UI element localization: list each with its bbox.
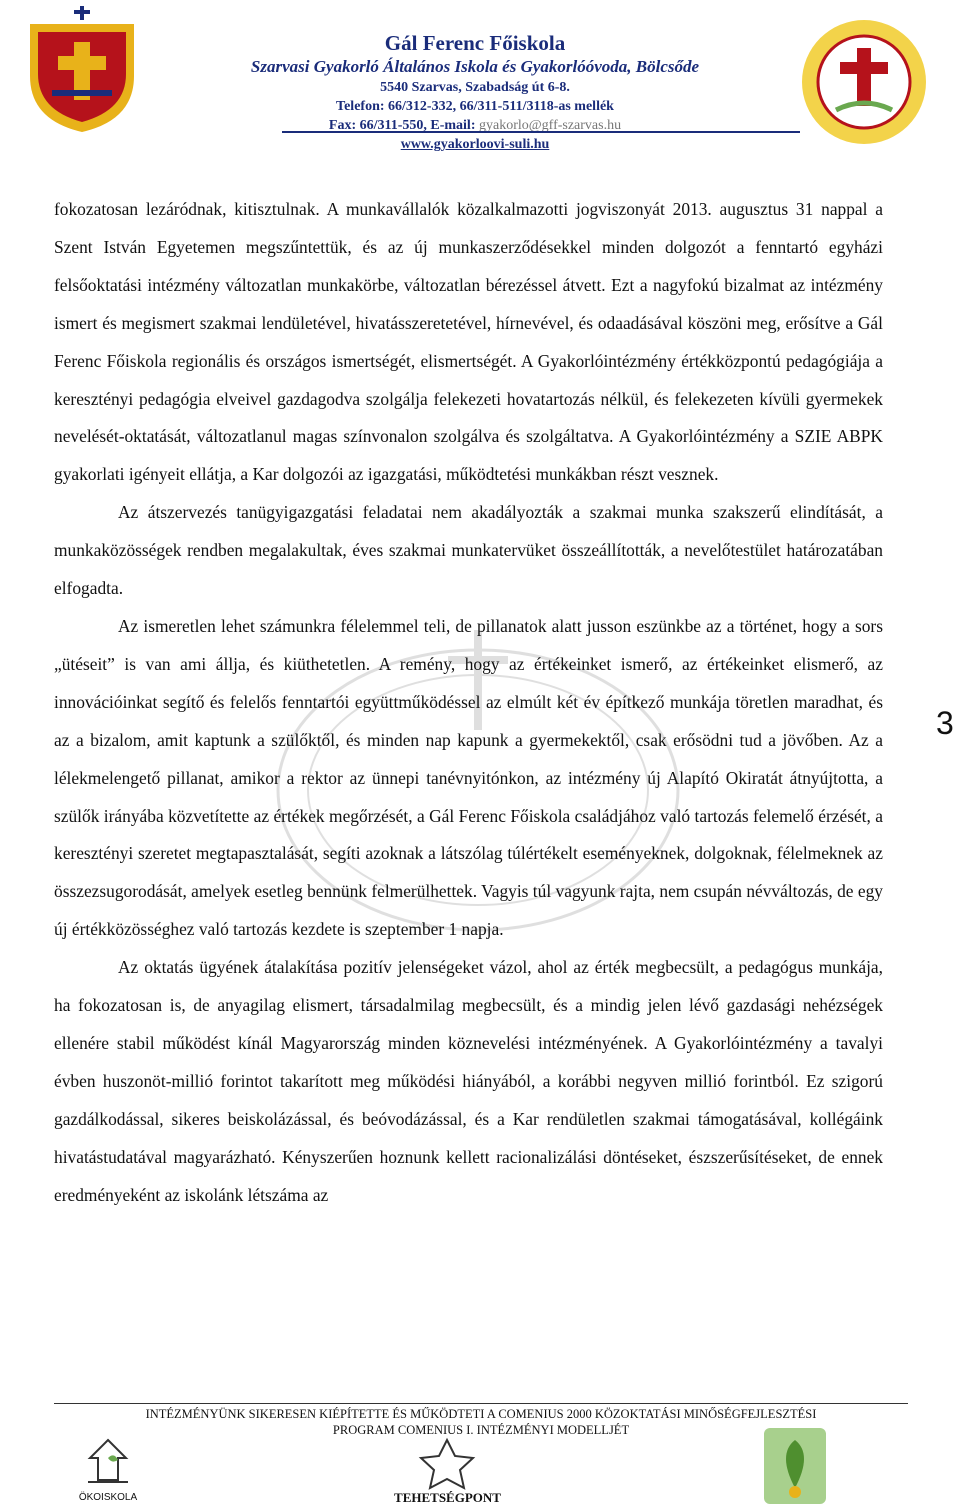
green-emblem-logo: [762, 1426, 828, 1506]
footer-line-1: INTÉZMÉNYÜNK SIKERESEN KIÉPÍTETTE ÉS MŰKÖDTETI A COMENIUS 2000 KÖZOKTATÁSI MINŐSÉGFEJLESZTÉSI: [145, 1407, 817, 1421]
talent-point-logo: [412, 1436, 482, 1494]
school-round-logo: [800, 18, 928, 146]
footer-divider: [54, 1403, 908, 1404]
email-link[interactable]: gyakorlo@gff-szarvas.hu: [479, 118, 622, 133]
address: 5540 Szarvas, Szabadság út 6-8.: [380, 80, 570, 95]
talent-point-label: TEHETSÉGPONT: [394, 1490, 501, 1505]
school-name: Szarvasi Gyakorló Általános Iskola és Gyakorlóóvoda, Bölcsőde: [250, 57, 700, 76]
paragraph: Az ismeretlen lehet számunkra félelemmel teli, de pillanatok alatt jusson eszünkbe az a történet, hogy a sors „ütéseit” is van ami állja, és kiüthetetlen. A remény, hogy az értékeinket ismerő, az értékeinket elismerő, az innovációinkat segítő és felelős fenntartói együttműködéssel az elmúlt két év építkező munkája töretlen maradhat, és az a bizalom, amit kaptunk a szülőktől, és minden nap kapunk a gyermekektől, csak erősödni tud a jövőben. Az a lélekmelengető pillanat, amikor a rektor az ünnepi tanévnyitónkon, az intézmény új Alapító Okiratát átnyújtotta, a szülők irányába közvetítette az értékek megőrzését, a Gál Ferenc Főiskola családjához való tartozás felemelő érzését, a keresztényi szeretet megtapasztalását, segíti azoknak a látszólag túlértékelt eseményeknek, dolgoknak, félelmeknek az összezsugorodását, amelyek esetleg bennünk felmerülhettek. Vagyis túl vagyunk rajta, nem csupán névváltozás, de egy új értékközösséghez való tartozás kezdete is szeptember 1 napja.: [54, 615, 883, 940]
paragraph: Az átszervezés tanügyigazgatási feladatai nem akadályozták a szakmai munka szakszerű elindítását, a munkaközösségek rendben megalakultak, éves szakmai munkatervüket összeállították, a nevelőtestület határozatában elfogadta.: [54, 502, 883, 599]
paragraph: fokozatosan lezáródnak, kitisztulnak. A munkavállalók közalkalmazotti jogviszonyát 2013. augusztus 31 nappal a Szent István Egyetemen megszűntettük, és az új munkaszerződésekkel minden dolgozót a fenntartó egyházi felsőoktatási intézmény változatlan munkakörbe, változatlan bérezéssel átvett. Ezt a nagyfokú bizalmat az intézmény ismert és megismert szakmai lendületével, hivatásszeretetével, hírnevével, és odaadásával köszöni meg, erősítve a Gál Ferenc Főiskola regionális és országos ismertségét, elismertségét. A Gyakorlóintézmény értékközpontú pedagógiája a keresztényi pedagógia elveivel gazdagodva szolgálja felekezeti hovatartozás nélkül, és felekezeten kívüli gyermekek nevelését-oktatását, változatlanul magas színvonalon szolgálva és szolgáltatva. A Gyakorlóintézmény a SZIE ABPK gyakorlati igényeit ellátja, a Kar dolgozói az igazgatási, működtetési munkákban részt vesznek.: [54, 199, 883, 485]
fax-label: Fax: 66/311-550, E-mail:: [328, 118, 476, 133]
header-divider: [282, 131, 800, 133]
letter-body: [54, 191, 883, 1214]
letterhead: [0, 0, 960, 165]
eco-school-label: ÖKOISKOLA: [78, 1492, 138, 1503]
college-crest-logo: [22, 4, 142, 136]
institution-name: Gál Ferenc Főiskola: [384, 31, 566, 55]
paragraph: Az oktatás ügyének átalakítása pozitív jelenségeket vázol, ahol az érték megbecsült, a pedagógus munkája, ha fokozatosan is, de anyagilag elismert, társadalmilag megbecsült, és a mindig jelen lévő gazdasági nehézségek ellenére stabil működést kínál Magyarország minden köznevelési intézményének. A Gyakorlóintézmény a tavalyi évben huszonöt-millió forintot takarított meg működési hiányából, a korábbi negyven millió forintból. Ez szigorú gazdálkodással, sikeres beiskolázással, és beóvodázással, és a Kar rendületlen szakmai támogatásával, kollégáink hivatástudatával magyarázható. Kényszerűen hoznunk kellett racionalizálási döntéseket, észszerűsítéseket, de ennek eredményeként az iskolánk létszáma az: [54, 957, 883, 1205]
page-number: 3: [936, 705, 954, 741]
eco-school-logo: [78, 1430, 138, 1490]
footer-line-2: PROGRAM COMENIUS I. INTÉZMÉNYI MODELLJÉT: [332, 1423, 630, 1437]
website-link[interactable]: www.gyakorloovi-suli.hu: [400, 137, 550, 152]
phone: Telefon: 66/312-332, 66/311-511/3118-as mellék: [336, 99, 614, 114]
